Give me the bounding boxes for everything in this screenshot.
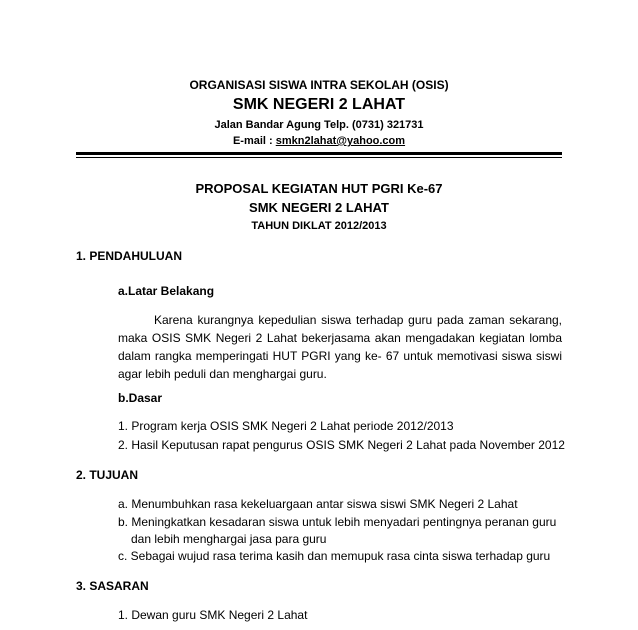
school-address: Jalan Bandar Agung Telp. (0731) 321731: [214, 119, 424, 131]
header-divider-thick: [76, 152, 562, 155]
school-email-line: [0, 135, 638, 147]
proposal-title: PROPOSAL KEGIATAN HUT PGRI Ke-67: [195, 181, 443, 196]
section-heading-tujuan: 2. TUJUAN: [76, 468, 139, 482]
email-link[interactable]: smkn2lahat@yahoo.com: [275, 135, 406, 147]
paragraph-latar-belakang: Karena kurangnya kepedulian siswa terhadap guru pada zaman sekarang, maka OSIS SMK Negeri 2 Lahat bekerjasama akan mengadakan kegiatan lomba dalam rangka memperingati HUT PGRI yang ke- 67 untuk memotivasi siswa siswi agar lebih peduli dan menghargai guru.: [118, 313, 562, 381]
list-item-tujuan-a: a. Menumbuhkan rasa kekeluargaan antar siswa siswi SMK Negeri 2 Lahat: [118, 497, 518, 511]
school-name: SMK NEGERI 2 LAHAT: [232, 96, 406, 113]
list-item-sasaran-1: 1. Dewan guru SMK Negeri 2 Lahat: [118, 608, 308, 622]
org-name: ORGANISASI SISWA INTRA SEKOLAH (OSIS): [189, 78, 449, 92]
list-item-dasar-2: 2. Hasil Keputusan rapat pengurus OSIS SMK Negeri 2 Lahat pada November 2012: [118, 438, 565, 452]
list-item-tujuan-c: c. Sebagai wujud rasa terima kasih dan memupuk rasa cinta siswa terhadap guru: [118, 549, 551, 563]
list-item-tujuan-b-cont: dan lebih menghargai jasa para guru: [131, 532, 327, 546]
proposal-year: TAHUN DIKLAT 2012/2013: [251, 220, 387, 232]
proposal-school: SMK NEGERI 2 LAHAT: [249, 200, 389, 215]
subheading-latar-belakang: a.Latar Belakang: [118, 284, 215, 298]
email-label: E-mail :: [232, 135, 276, 147]
header-divider-thin: [76, 157, 562, 158]
section-heading-sasaran: 3. SASARAN: [76, 579, 149, 593]
subheading-dasar: b.Dasar: [118, 391, 163, 405]
list-item-dasar-1: 1. Program kerja OSIS SMK Negeri 2 Lahat periode 2012/2013: [118, 419, 454, 433]
list-item-tujuan-b: b. Meningkatkan kesadaran siswa untuk lebih menyadari pentingnya peranan guru: [118, 515, 557, 529]
section-heading-pendahuluan: 1. PENDAHULUAN: [76, 249, 183, 263]
